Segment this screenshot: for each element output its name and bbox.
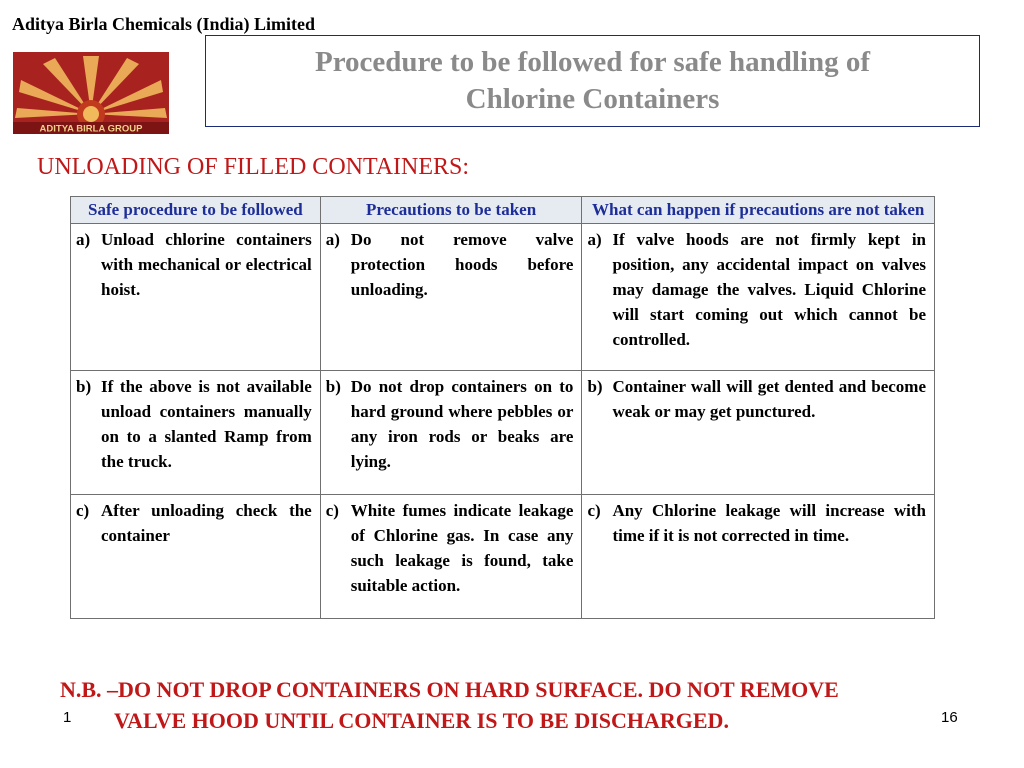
item-text: Do not remove valve protection hoods before unloading.: [350, 230, 574, 299]
header-consequences: What can happen if precautions are not taken: [582, 197, 935, 224]
table-cell: [71, 224, 321, 371]
item-label: b): [76, 377, 92, 396]
item-text: If valve hoods are not firmly kept in position, any accidental impact on valves may damage the valves. Liquid Chlorine will start coming out which cannot be controlled.: [612, 230, 926, 349]
section-heading: [37, 154, 469, 181]
table-cell: [320, 371, 582, 495]
section-colon: :: [462, 154, 470, 180]
footer-left-number: 1: [63, 709, 72, 726]
table-cell: [71, 495, 321, 619]
item-text: Any Chlorine leakage will increase with time if it is not corrected in time.: [612, 501, 926, 545]
title-line-2: Chlorine Containers: [465, 83, 720, 115]
note-line-1: N.B. –DO NOT DROP CONTAINERS ON HARD SURFACE. DO NOT REMOVE: [60, 677, 839, 702]
logo-text: ADITYA BIRLA GROUP: [39, 123, 143, 134]
aditya-birla-logo: [13, 52, 169, 134]
item-text: Container wall will get dented and become weak or may get punctured.: [612, 377, 926, 421]
table-cell: [582, 495, 935, 619]
table-cell: [320, 224, 582, 371]
item-label: c): [76, 501, 90, 520]
section-heading-text: UNLOADING OF FILLED CONTAINERS: [37, 154, 463, 180]
item-text: White fumes indicate leakage of Chlorine gas. In case any such leakage is found, take suitable action.: [350, 501, 574, 595]
item-label: c): [325, 501, 339, 520]
header-precautions: Precautions to be taken: [320, 197, 582, 224]
table-cell: [582, 224, 935, 371]
item-label: b): [587, 377, 603, 396]
page-number: 16: [941, 709, 958, 726]
nb-warning-note: [60, 674, 980, 736]
table-row: [71, 495, 935, 619]
table-cell: [71, 371, 321, 495]
item-label: c): [587, 501, 601, 520]
table-cell: [582, 371, 935, 495]
table-row: [71, 371, 935, 495]
item-label: a): [325, 230, 340, 249]
item-text: After unloading check the container: [101, 501, 312, 545]
slide-title: [205, 35, 980, 127]
table-row: [71, 224, 935, 371]
item-label: a): [587, 230, 602, 249]
table-header-row: [71, 197, 935, 224]
table-cell: [320, 495, 582, 619]
item-text: Unload chlorine containers with mechanical or electrical hoist.: [101, 230, 312, 299]
item-text: If the above is not available unload containers manually on to a slanted Ramp from the truck.: [101, 377, 312, 471]
procedure-table: [70, 196, 935, 619]
note-line-2: VALVE HOOD UNTIL CONTAINER IS TO BE DISCHARGED.: [114, 708, 729, 733]
item-label: a): [76, 230, 91, 249]
header-safe-procedure: Safe procedure to be followed: [71, 197, 321, 224]
item-label: b): [325, 377, 341, 396]
title-line-1: Procedure to be followed for safe handling of: [314, 46, 870, 78]
item-text: Do not drop containers on to hard ground where pebbles or any iron rods or beaks are lying.: [350, 377, 574, 471]
company-name: Aditya Birla Chemicals (India) Limited: [12, 14, 316, 34]
